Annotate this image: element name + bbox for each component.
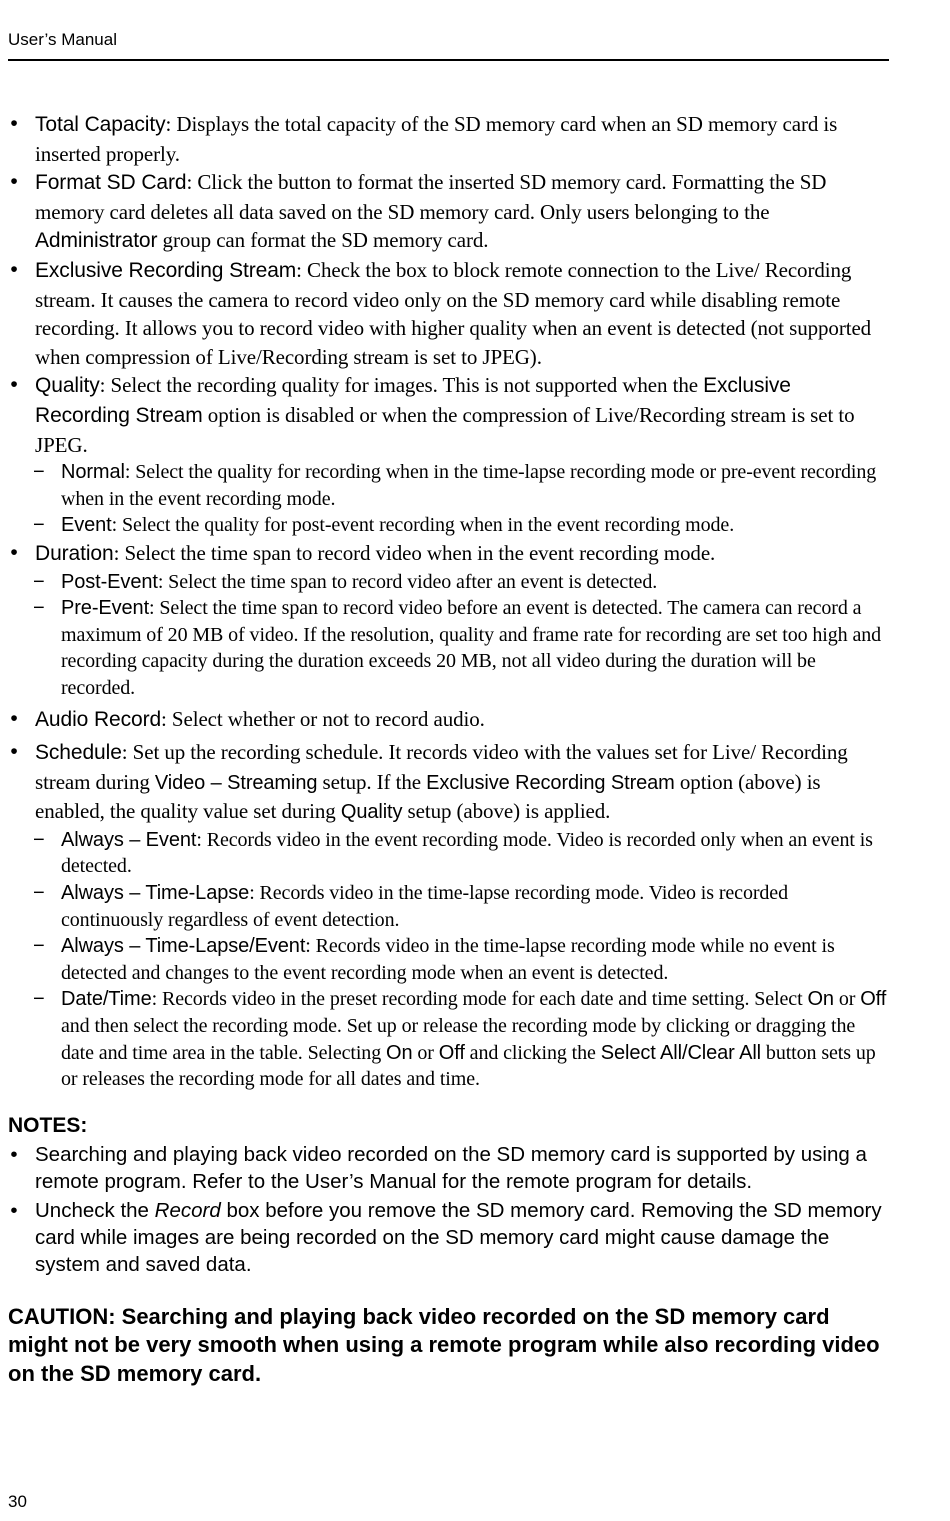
term: Audio Record — [35, 708, 162, 732]
description: button sets up or releases the recording mode for all dates and time. — [61, 1041, 876, 1091]
term: Normal — [61, 461, 125, 484]
dash-icon: − — [33, 988, 45, 1011]
running-header: User’s Manual — [8, 30, 117, 49]
sub-item-always-time-lapse — [8, 880, 888, 933]
dash-icon: − — [33, 597, 45, 620]
term: Always – Time-Lapse — [61, 882, 250, 905]
list-item-duration — [8, 539, 888, 569]
note-term: Record — [154, 1198, 221, 1222]
inline-term: Quality — [340, 801, 403, 824]
description: : Select the quality for post-event recording when in the event recording mode. — [111, 514, 735, 537]
bullet-icon: • — [10, 112, 18, 135]
note-text: box before you remove the SD memory card. Removing the SD memory card while images are being recorded on the SD memory card might cause damage the system and saved data. — [35, 1198, 882, 1276]
description: or — [833, 988, 861, 1011]
inline-term: On — [807, 988, 834, 1011]
sub-item-always-event — [8, 827, 888, 880]
description: : Select whether or not to record audio. — [161, 707, 485, 732]
bullet-icon: • — [10, 257, 18, 281]
notes-heading: NOTES: — [8, 1113, 88, 1137]
description: option is disabled or when the compression of Live/Recording stream is set to JPEG. — [35, 402, 855, 457]
sub-item-normal — [8, 459, 888, 512]
bullet-icon: • — [10, 373, 18, 397]
sub-item-post-event — [8, 569, 888, 596]
description: setup (above) is applied. — [402, 799, 611, 824]
inline-term: Video – Streaming — [154, 771, 318, 794]
term: Always – Event — [61, 828, 197, 851]
sub-item-pre-event — [8, 595, 888, 701]
description: : Records video in the preset recording mode for each date and time setting. Select — [151, 988, 808, 1011]
term: Post-Event — [61, 570, 158, 593]
description: : Click the button to format the inserted SD memory card. Formatting the SD memory card deletes all data saved on the SD memory card. Only users belonging to the — [35, 170, 827, 224]
description: : Records video in the event recording mode. Video is recorded only when an event is detected. — [61, 828, 873, 878]
term: Date/Time — [61, 988, 152, 1011]
description: option (above) is enabled, the quality value set during — [35, 769, 821, 824]
description: : Select the quality for recording when in the time-lapse recording mode or pre-event recording when in the event recording mode. — [61, 461, 877, 510]
note-item-uncheck-record — [8, 1197, 888, 1278]
term: Always – Time-Lapse/Event — [61, 935, 306, 958]
dash-icon: − — [33, 882, 45, 905]
inline-term: Off — [860, 988, 887, 1011]
dash-icon: − — [33, 514, 45, 537]
description: : Set up the recording schedule. It records video with the values set for Live/ Recording stream during — [35, 740, 848, 794]
description: : Check the box to block remote connection to the Live/ Recording stream. It causes the camera to record video only on the SD memory card while disabling remote recording. It allows you to record video with higher quality when an event is detected (not supported when compression of Live/Recording stream is set to JPEG). — [35, 257, 872, 369]
note-text: Uncheck the — [35, 1198, 155, 1222]
term: Total Capacity — [35, 113, 166, 136]
page-number: 30 — [8, 1492, 27, 1511]
description: or — [412, 1041, 439, 1064]
term: Exclusive Recording Stream — [35, 258, 297, 282]
term: Duration — [35, 541, 114, 565]
list-item-audio-record — [8, 705, 888, 735]
sub-item-date-time — [8, 986, 888, 1092]
term: Format SD Card — [35, 171, 187, 195]
bullet-icon: • — [10, 1142, 18, 1166]
description: : Select the recording quality for images. This is not supported when the — [99, 373, 704, 398]
inline-term: Administrator — [35, 229, 158, 253]
list-item-format-sd-card — [8, 168, 888, 256]
description: and then select the recording mode. Set up or release the recording mode by clicking or dragging the date and time area in the table. Selecting — [61, 1015, 856, 1064]
inline-term: On — [386, 1041, 413, 1064]
description: setup. If the — [317, 769, 427, 794]
header-rule — [8, 59, 889, 61]
term: Event — [61, 514, 112, 537]
dash-icon: − — [33, 828, 45, 851]
list-item-total-capacity — [8, 110, 888, 168]
dash-icon: − — [33, 461, 45, 484]
dash-icon: − — [33, 935, 45, 958]
description: : Displays the total capacity of the SD memory card when an SD memory card is inserted properly. — [35, 112, 838, 166]
note-item-remote-program — [8, 1141, 888, 1195]
inline-term: Exclusive Recording Stream — [426, 771, 675, 794]
term: Pre-Event — [61, 597, 150, 620]
bullet-icon: • — [10, 740, 18, 764]
caution-text: CAUTION: Searching and playing back video recorded on the SD memory card might not be very smooth when using a remote program while also recording video on the SD memory card. — [8, 1303, 880, 1386]
note-text: Searching and playing back video recorded on the SD memory card is supported by using a remote program. Refer to the User’s Manual for the remote program for details. — [35, 1142, 867, 1193]
bullet-icon: • — [10, 1198, 18, 1222]
bullet-icon: • — [10, 707, 18, 731]
sub-item-always-time-lapse-event — [8, 933, 888, 986]
page-content — [8, 110, 888, 1388]
dash-icon: − — [33, 570, 45, 593]
list-item-exclusive-recording-stream — [8, 256, 888, 371]
list-item-schedule — [8, 738, 888, 827]
term: Schedule — [35, 741, 122, 765]
list-item-quality — [8, 371, 888, 459]
description: : Select the time span to record video after an event is detected. — [157, 570, 658, 593]
description: and clicking the — [464, 1041, 601, 1064]
description: : Records video in the time-lapse recording mode while no event is detected and changes to the event recording mode when an event is detected. — [61, 935, 835, 984]
inline-term: Off — [438, 1041, 465, 1064]
description: : Select the time span to record video when in the event recording mode. — [113, 540, 716, 565]
description: group can format the SD memory card. — [157, 228, 489, 253]
inline-term: Select All/Clear All — [600, 1041, 762, 1064]
bullet-icon: • — [10, 540, 18, 564]
term: Quality — [35, 374, 100, 398]
description: : Select the time span to record video before an event is detected. The camera can record a maximum of 20 MB of video. If the resolution, quality and frame rate for recording are set too high and recording capacity during the duration exceeds 20 MB, not all video during the duration will be recorded. — [61, 597, 882, 699]
sub-item-event — [8, 512, 888, 539]
bullet-icon: • — [10, 170, 18, 194]
description: : Records video in the time-lapse recording mode. Video is recorded continuously regardless of event detection. — [61, 882, 788, 931]
inline-term: Exclusive Recording Stream — [35, 374, 791, 427]
